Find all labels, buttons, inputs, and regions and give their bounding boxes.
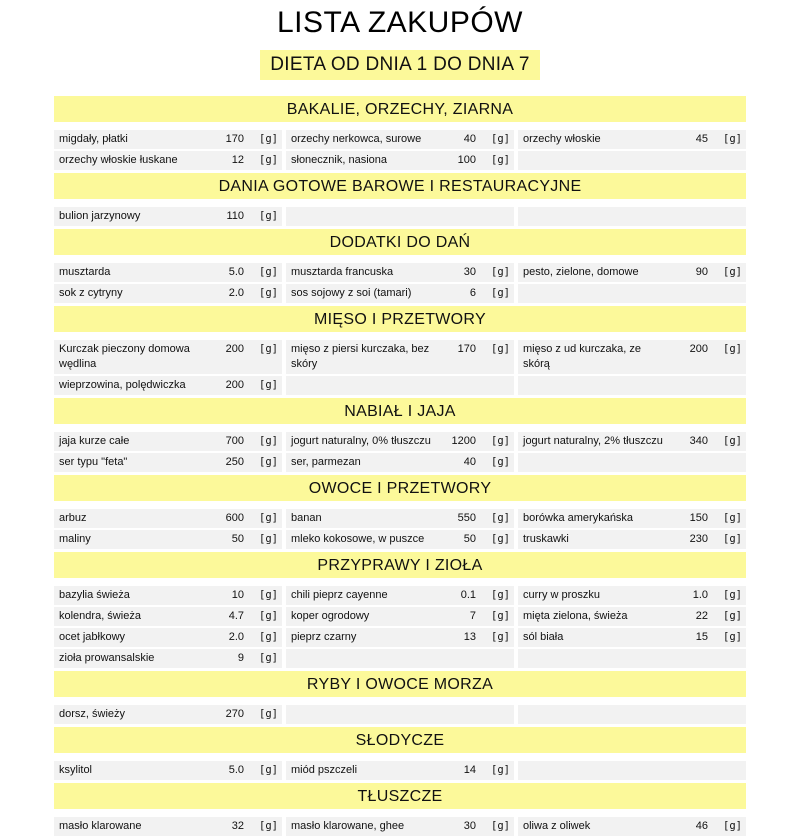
list-item xyxy=(518,607,746,626)
item-row xyxy=(54,453,746,472)
empty-cell xyxy=(518,649,746,668)
list-item xyxy=(54,607,282,626)
list-item xyxy=(54,340,282,374)
item-unit: [g] xyxy=(491,610,510,622)
item-quantity: 22 xyxy=(695,610,708,622)
item-unit: [g] xyxy=(491,456,510,468)
list-item xyxy=(54,586,282,605)
list-item xyxy=(54,453,282,472)
item-quantity: 600 xyxy=(225,512,244,524)
item-name: ser typu "feta" xyxy=(59,456,128,468)
item-name: miód pszczeli xyxy=(291,764,358,776)
empty-cell xyxy=(518,453,746,472)
list-item xyxy=(518,340,746,374)
section-spacer xyxy=(54,501,746,509)
list-item xyxy=(54,509,282,528)
item-unit: [g] xyxy=(259,133,278,145)
item-name: słonecznik, nasiona xyxy=(291,154,388,166)
list-item xyxy=(286,340,514,374)
list-item xyxy=(54,649,282,668)
section-spacer xyxy=(54,424,746,432)
item-quantity: 10 xyxy=(231,589,244,601)
item-name: jogurt naturalny, 0% tłuszczu xyxy=(291,435,431,447)
item-unit: [g] xyxy=(259,631,278,643)
section-header: MIĘSO I PRZETWORY xyxy=(54,306,746,332)
item-name: pieprz czarny xyxy=(291,631,357,643)
item-unit: [g] xyxy=(259,343,278,355)
list-item xyxy=(286,530,514,549)
item-quantity: 32 xyxy=(231,820,244,832)
list-item xyxy=(286,151,514,170)
item-unit: [g] xyxy=(723,610,742,622)
item-name: dorsz, świeży xyxy=(59,708,126,720)
list-item xyxy=(286,130,514,149)
diet-subtitle: DIETA OD DNIA 1 DO DNIA 7 xyxy=(260,50,540,80)
item-name: jogurt naturalny, 2% tłuszczu xyxy=(523,435,663,447)
list-item xyxy=(54,151,282,170)
list-item xyxy=(286,509,514,528)
item-quantity: 150 xyxy=(689,512,708,524)
item-unit: [g] xyxy=(723,533,742,545)
item-row xyxy=(54,509,746,528)
item-name: migdały, płatki xyxy=(59,133,128,145)
item-quantity: 110 xyxy=(226,210,244,222)
item-quantity: 230 xyxy=(689,533,708,545)
list-item xyxy=(286,761,514,780)
item-row xyxy=(54,151,746,170)
item-quantity: 170 xyxy=(457,343,476,355)
item-unit: [g] xyxy=(259,456,278,468)
item-quantity: 5.0 xyxy=(228,764,244,776)
list-item xyxy=(54,376,282,395)
list-item xyxy=(286,432,514,451)
item-name: jaja kurze całe xyxy=(59,435,130,447)
list-item xyxy=(286,817,514,836)
item-name: mięso z ud kurczaka, ze skórą xyxy=(523,343,641,370)
item-quantity: 12 xyxy=(231,154,244,166)
item-name: musztarda xyxy=(59,266,111,278)
list-item xyxy=(518,586,746,605)
empty-cell xyxy=(286,207,514,226)
section-header: DODATKI DO DAŃ xyxy=(54,229,746,255)
section-header: DANIA GOTOWE BAROWE I RESTAURACYJNE xyxy=(54,173,746,199)
empty-cell xyxy=(286,376,514,395)
list-item xyxy=(518,817,746,836)
item-quantity: 340 xyxy=(689,435,708,447)
item-quantity: 4.7 xyxy=(228,610,244,622)
list-item xyxy=(286,453,514,472)
item-row xyxy=(54,340,746,374)
item-row xyxy=(54,207,746,226)
list-item xyxy=(518,628,746,647)
list-item xyxy=(518,130,746,149)
item-quantity: 700 xyxy=(225,435,244,447)
item-quantity: 200 xyxy=(225,379,244,391)
item-quantity: 13 xyxy=(463,631,476,643)
item-row xyxy=(54,607,746,626)
item-unit: [g] xyxy=(259,533,278,545)
item-row xyxy=(54,705,746,724)
item-quantity: 200 xyxy=(225,343,244,355)
item-name: wieprzowina, polędwiczka xyxy=(59,379,186,391)
item-quantity: 30 xyxy=(463,820,476,832)
item-quantity: 2.0 xyxy=(228,287,244,299)
item-quantity: 250 xyxy=(225,456,244,468)
section-spacer xyxy=(54,697,746,705)
item-quantity: 0.1 xyxy=(460,589,476,601)
empty-cell xyxy=(518,207,746,226)
item-name: chili pieprz cayenne xyxy=(291,589,388,601)
section-header: SŁODYCZE xyxy=(54,727,746,753)
list-item xyxy=(518,530,746,549)
list-item xyxy=(286,284,514,303)
list-item xyxy=(518,263,746,282)
item-unit: [g] xyxy=(723,820,742,832)
item-name: sok z cytryny xyxy=(59,287,123,299)
list-item xyxy=(54,817,282,836)
item-row xyxy=(54,432,746,451)
item-row xyxy=(54,376,746,395)
empty-cell xyxy=(518,284,746,303)
item-unit: [g] xyxy=(491,154,510,166)
item-row xyxy=(54,586,746,605)
item-unit: [g] xyxy=(259,589,278,601)
item-row xyxy=(54,263,746,282)
item-unit: [g] xyxy=(491,533,510,545)
section-header: TŁUSZCZE xyxy=(54,783,746,809)
sections-container xyxy=(54,96,746,839)
empty-cell xyxy=(518,151,746,170)
item-row xyxy=(54,761,746,780)
item-quantity: 40 xyxy=(463,456,476,468)
item-name: bulion jarzynowy xyxy=(59,210,141,222)
item-name: masło klarowane, ghee xyxy=(291,820,405,832)
item-name: orzechy nerkowca, surowe xyxy=(291,133,422,145)
section-spacer xyxy=(54,122,746,130)
empty-cell xyxy=(518,761,746,780)
section-header: RYBY I OWOCE MORZA xyxy=(54,671,746,697)
item-unit: [g] xyxy=(723,343,742,355)
item-quantity: 14 xyxy=(463,764,476,776)
section-spacer xyxy=(54,199,746,207)
item-name: mleko kokosowe, w puszce xyxy=(291,533,425,545)
page-title: LISTA ZAKUPÓW xyxy=(277,6,523,39)
list-item xyxy=(54,628,282,647)
item-quantity: 200 xyxy=(689,343,708,355)
section-header: PRZYPRAWY I ZIOŁA xyxy=(54,552,746,578)
list-item xyxy=(54,130,282,149)
section-spacer xyxy=(54,255,746,263)
item-name: kolendra, świeża xyxy=(59,610,141,622)
item-quantity: 15 xyxy=(695,631,708,643)
item-name: arbuz xyxy=(59,512,87,524)
item-unit: [g] xyxy=(491,631,510,643)
list-item xyxy=(286,607,514,626)
list-item xyxy=(286,628,514,647)
item-row xyxy=(54,284,746,303)
item-name: mięta zielona, świeża xyxy=(523,610,628,622)
item-quantity: 9 xyxy=(237,652,244,664)
item-unit: [g] xyxy=(491,435,510,447)
item-name: truskawki xyxy=(523,533,569,545)
item-row xyxy=(54,817,746,836)
list-item xyxy=(518,509,746,528)
item-unit: [g] xyxy=(259,287,278,299)
item-quantity: 7 xyxy=(469,610,476,622)
item-name: koper ogrodowy xyxy=(291,610,370,622)
item-name: banan xyxy=(291,512,322,524)
item-name: borówka amerykańska xyxy=(523,512,634,524)
section-spacer xyxy=(54,578,746,586)
item-unit: [g] xyxy=(491,133,510,145)
list-item xyxy=(286,586,514,605)
item-name: pesto, zielone, domowe xyxy=(523,266,639,278)
item-quantity: 5.0 xyxy=(228,266,244,278)
list-item xyxy=(54,207,282,226)
item-unit: [g] xyxy=(491,287,510,299)
item-quantity: 170 xyxy=(225,133,244,145)
section-header: BAKALIE, ORZECHY, ZIARNA xyxy=(54,96,746,122)
item-name: sól biała xyxy=(523,631,564,643)
item-quantity: 50 xyxy=(463,533,476,545)
item-unit: [g] xyxy=(259,820,278,832)
item-name: musztarda francuska xyxy=(291,266,394,278)
item-name: masło klarowane xyxy=(59,820,142,832)
item-row xyxy=(54,628,746,647)
item-unit: [g] xyxy=(259,266,278,278)
item-quantity: 270 xyxy=(225,708,244,720)
item-unit: [g] xyxy=(259,435,278,447)
item-quantity: 550 xyxy=(457,512,476,524)
list-item xyxy=(54,432,282,451)
item-quantity: 40 xyxy=(463,133,476,145)
item-quantity: 90 xyxy=(695,266,708,278)
list-item xyxy=(54,263,282,282)
item-row xyxy=(54,130,746,149)
item-quantity: 2.0 xyxy=(228,631,244,643)
item-quantity: 100 xyxy=(457,154,476,166)
item-unit: [g] xyxy=(491,589,510,601)
item-quantity: 46 xyxy=(695,820,708,832)
item-name: zioła prowansalskie xyxy=(59,652,155,664)
section-spacer xyxy=(54,809,746,817)
item-unit: [g] xyxy=(259,379,278,391)
item-unit: [g] xyxy=(259,652,278,664)
item-name: mięso z piersi kurczaka, bez skóry xyxy=(291,343,430,370)
item-name: Kurczak pieczony domowa wędlina xyxy=(59,343,190,370)
item-unit: [g] xyxy=(491,820,510,832)
item-unit: [g] xyxy=(491,343,510,355)
item-name: curry w proszku xyxy=(523,589,601,601)
empty-cell xyxy=(286,649,514,668)
list-item xyxy=(518,432,746,451)
subtitle-wrapper xyxy=(0,50,800,80)
item-unit: [g] xyxy=(259,610,278,622)
item-quantity: 1200 xyxy=(451,435,476,447)
item-unit: [g] xyxy=(723,266,742,278)
item-unit: [g] xyxy=(259,512,278,524)
section-spacer xyxy=(54,753,746,761)
item-name: ocet jabłkowy xyxy=(59,631,126,643)
item-name: orzechy włoskie xyxy=(523,133,601,145)
item-quantity: 6 xyxy=(469,287,476,299)
item-unit: [g] xyxy=(259,708,278,720)
item-name: maliny xyxy=(59,533,91,545)
item-unit: [g] xyxy=(491,266,510,278)
item-unit: [g] xyxy=(723,512,742,524)
item-unit: [g] xyxy=(491,764,510,776)
list-item xyxy=(286,263,514,282)
item-unit: [g] xyxy=(723,435,742,447)
section-spacer xyxy=(54,332,746,340)
item-quantity: 45 xyxy=(695,133,708,145)
empty-cell xyxy=(286,705,514,724)
item-unit: [g] xyxy=(723,133,742,145)
item-unit: [g] xyxy=(259,764,278,776)
item-name: orzechy włoskie łuskane xyxy=(59,154,178,166)
item-name: ser, parmezan xyxy=(291,456,361,468)
list-item xyxy=(54,705,282,724)
item-row xyxy=(54,649,746,668)
empty-cell xyxy=(518,705,746,724)
section-header: NABIAŁ I JAJA xyxy=(54,398,746,424)
item-unit: [g] xyxy=(723,589,742,601)
list-item xyxy=(54,530,282,549)
empty-cell xyxy=(518,376,746,395)
item-quantity: 50 xyxy=(231,533,244,545)
list-item xyxy=(54,284,282,303)
item-unit: [g] xyxy=(723,631,742,643)
list-item xyxy=(54,761,282,780)
item-quantity: 30 xyxy=(463,266,476,278)
item-name: oliwa z oliwek xyxy=(523,820,591,832)
item-name: ksylitol xyxy=(59,764,93,776)
item-unit: [g] xyxy=(259,154,278,166)
item-name: sos sojowy z soi (tamari) xyxy=(291,287,412,299)
item-quantity: 1.0 xyxy=(692,589,708,601)
section-header: OWOCE I PRZETWORY xyxy=(54,475,746,501)
item-name: bazylia świeża xyxy=(59,589,130,601)
item-unit: [g] xyxy=(259,210,278,222)
item-unit: [g] xyxy=(491,512,510,524)
item-row xyxy=(54,530,746,549)
